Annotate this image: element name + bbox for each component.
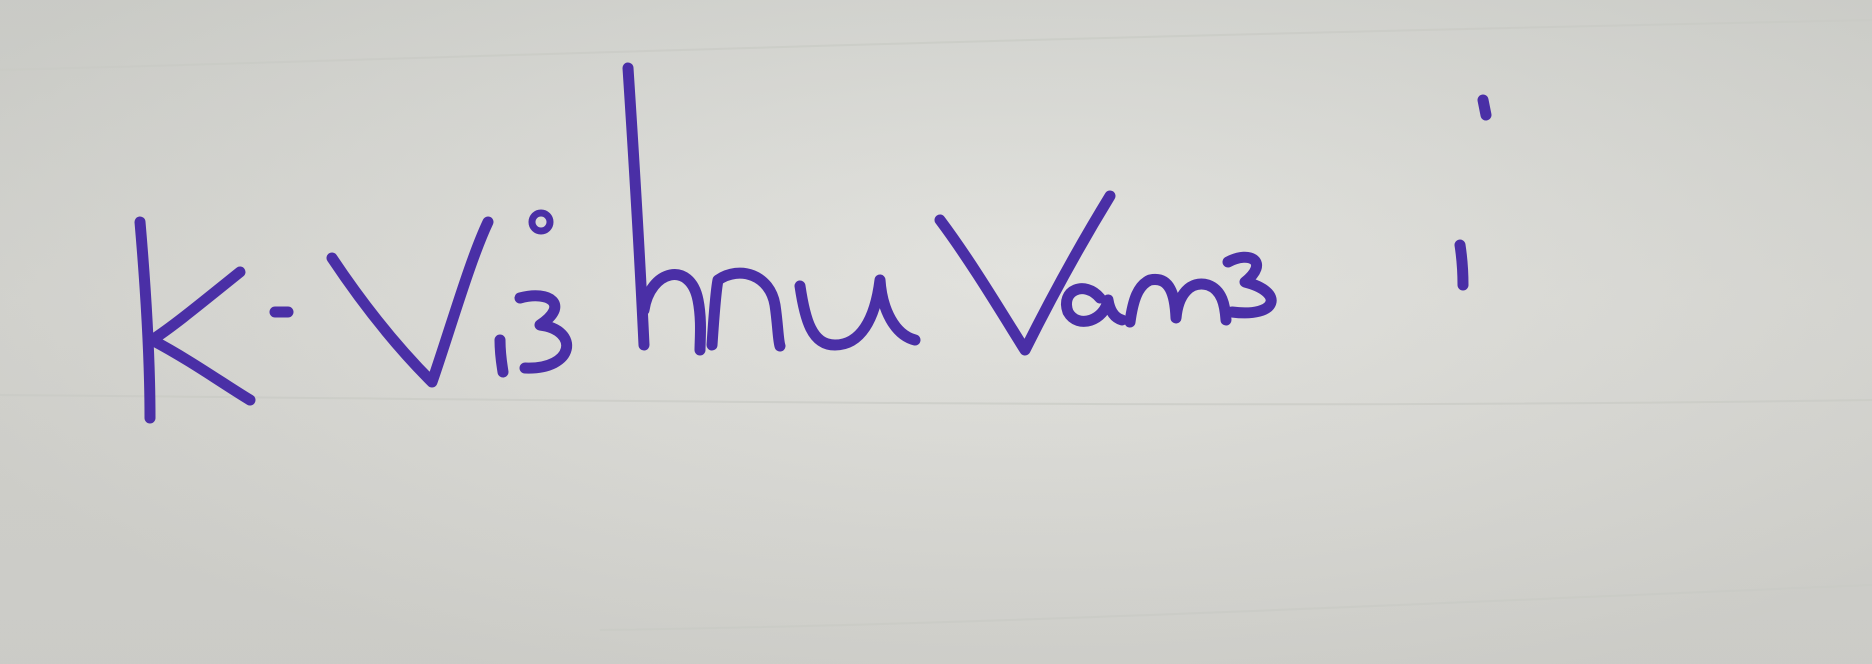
- stroke-v: [332, 222, 488, 382]
- stroke-m: [1130, 279, 1226, 322]
- stroke-i2-dot: [1483, 100, 1486, 115]
- ruled-line: [0, 20, 1872, 70]
- stroke-k-stem: [140, 222, 150, 418]
- stroke-s2: [1228, 257, 1271, 313]
- stroke-v2: [940, 196, 1110, 350]
- ruled-line: [0, 395, 1872, 404]
- stroke-i-dot: [532, 213, 550, 231]
- ruled-line: [600, 585, 1872, 630]
- stroke-h-arch: [644, 275, 701, 350]
- signature-strokes: [140, 68, 1486, 418]
- stroke-a: [1066, 289, 1122, 322]
- stroke-u: [800, 280, 915, 345]
- stroke-i: [500, 340, 503, 372]
- stroke-s: [520, 296, 567, 368]
- stroke-i2: [1460, 245, 1463, 285]
- stroke-k-arms: [152, 272, 250, 400]
- stroke-n: [712, 273, 780, 346]
